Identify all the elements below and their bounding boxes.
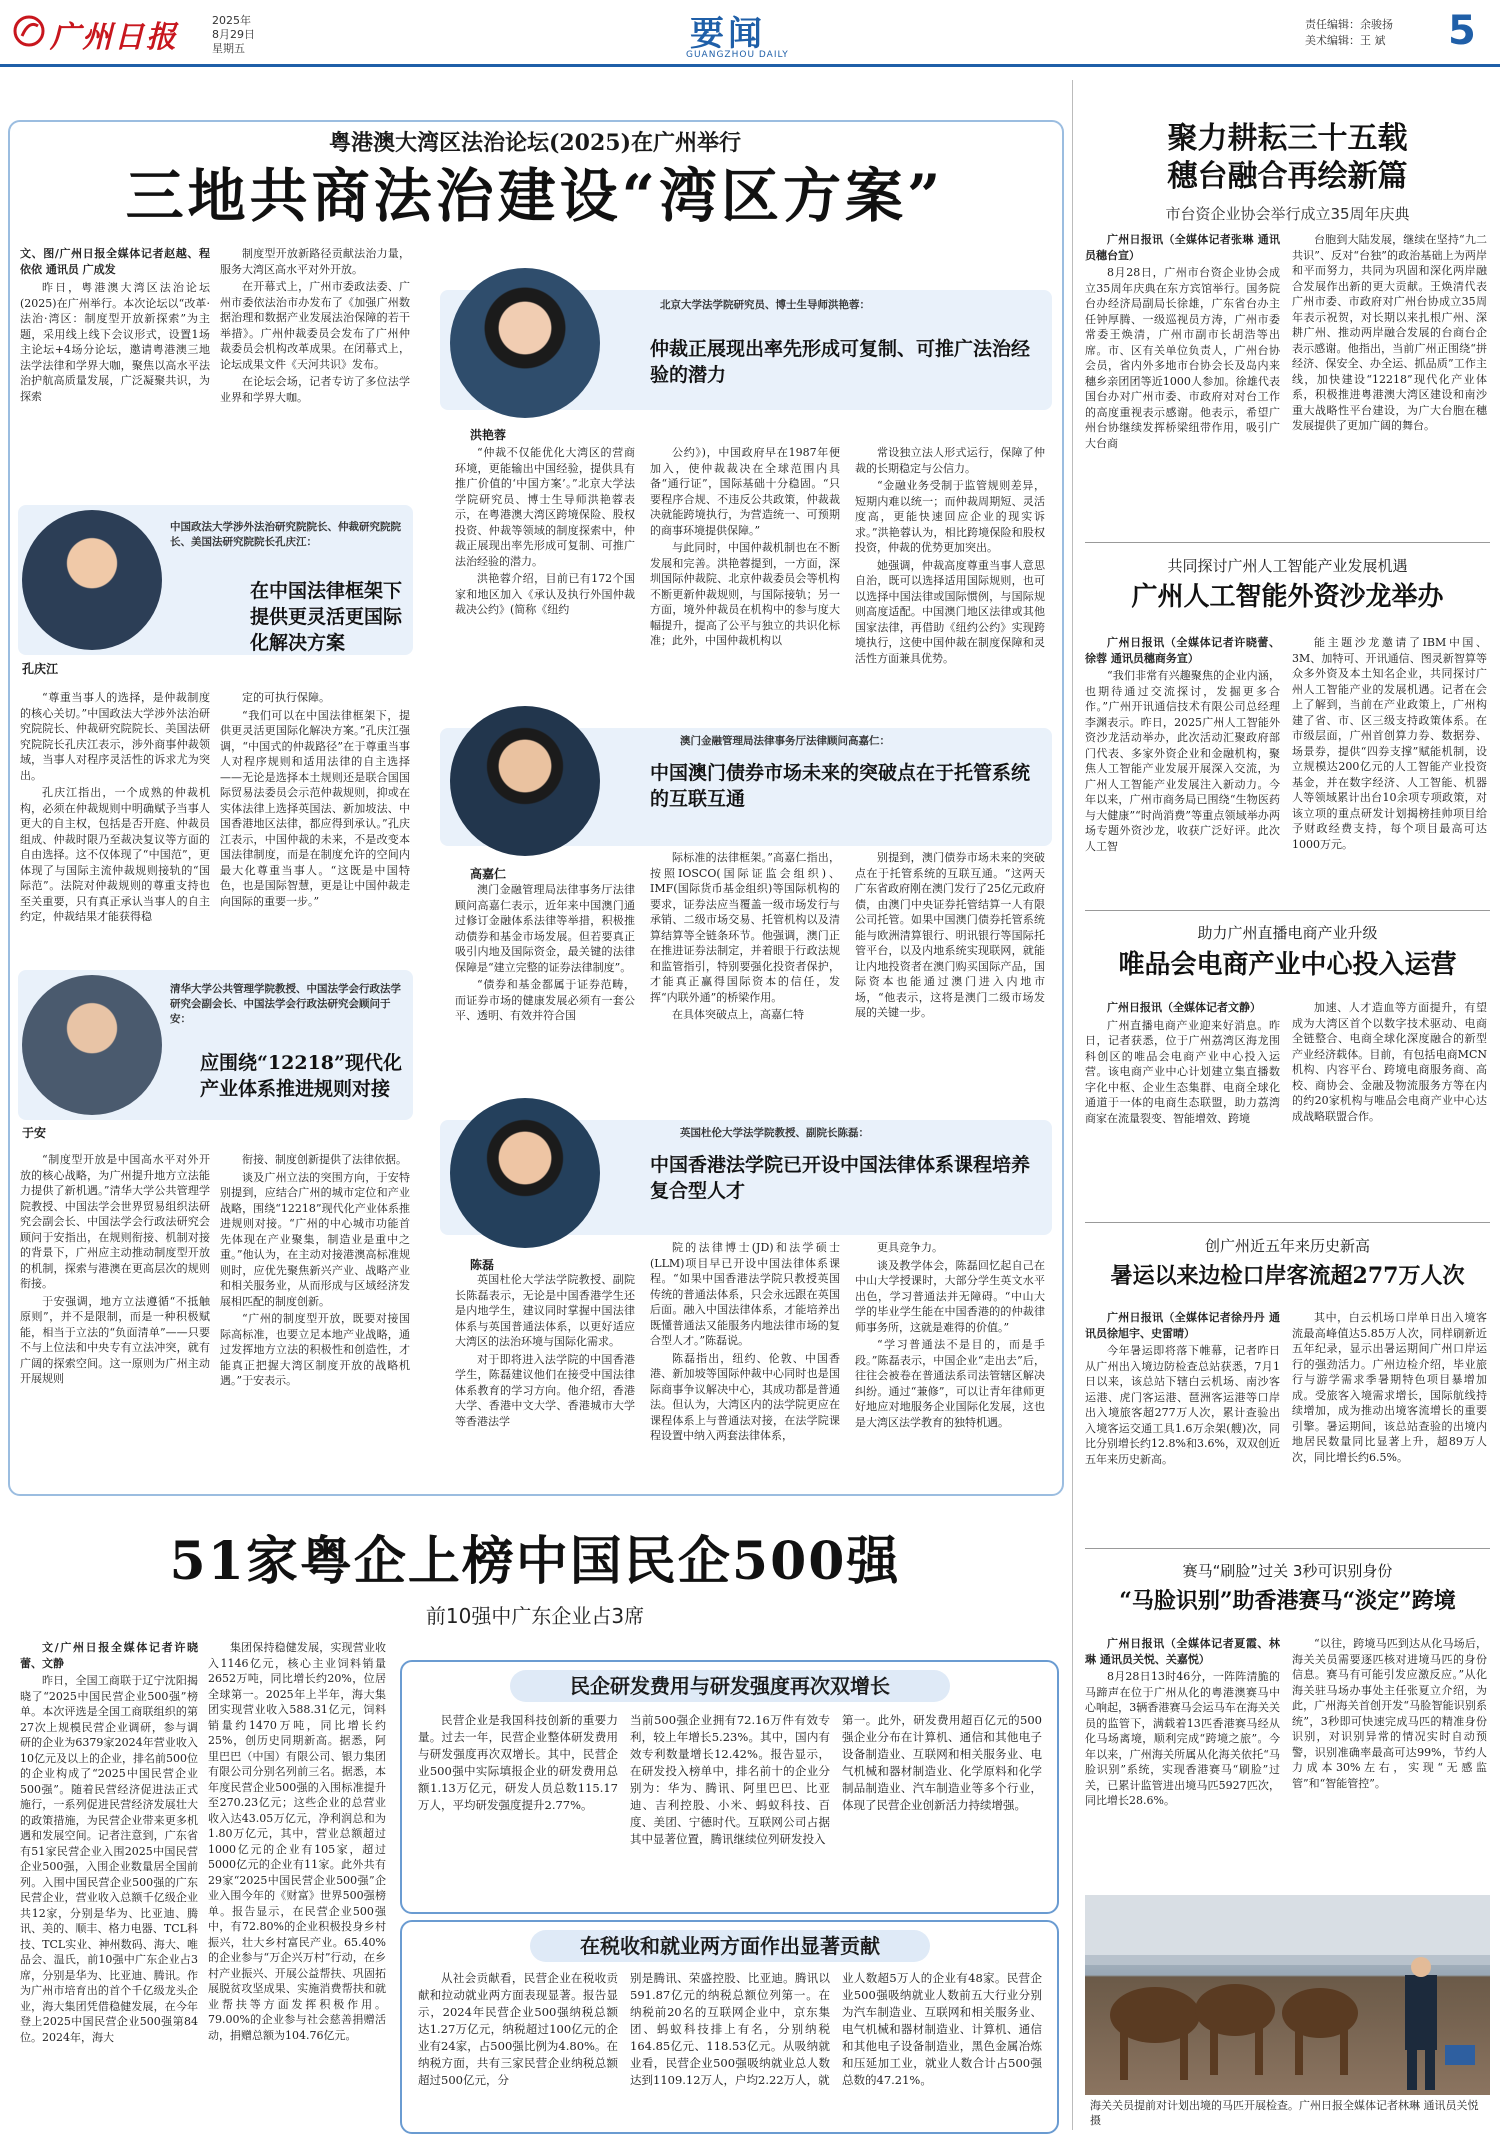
lead-col2 <box>220 246 410 481</box>
interview-p: 常设独立法人形式运行，保障了仲裁的长期稳定与公信力。 <box>855 446 1045 475</box>
portrait-name: 孔庆江 <box>22 662 59 676</box>
portrait-name: 洪艳蓉 <box>470 428 507 442</box>
horse-photo <box>1085 1895 1490 2095</box>
portrait-hong <box>450 268 600 418</box>
right-col <box>1292 1000 1487 1215</box>
right-divider <box>1085 1548 1490 1549</box>
interview-p: 于安强调，地方立法遵循“不抵触原则”，并不是限制，而是一种积极赋能，相当于立法的“负面清单”——只要不与上位法和中央专有立法冲突，就有广阔的探索空间。这一原则为广州主动开展规则 <box>20 1294 210 1385</box>
interview-col <box>855 850 1045 1107</box>
box-col <box>418 1970 618 2125</box>
box-col <box>418 1712 618 1902</box>
logo-text: 广州日报 <box>50 20 178 55</box>
interview-p: 澳门金融管理局法律事务厅法律顾问高嘉仁表示，近年来中国澳门通过修订金融体系法律等举措，积极推动债券和基金市场发展。但若要真正吸引内地及国际资金，最关键的法律保障是“建立完整的证券法律制度”。 <box>455 883 635 974</box>
right-byline: 广州日报讯（全媒体记者夏霞、林琳 通讯员关悦、关嘉悦） <box>1085 1637 1280 1666</box>
interview-p: 衔接、制度创新提供了法律依据。 <box>242 1153 407 1166</box>
logo-icon <box>12 14 46 48</box>
interview-col <box>650 445 840 695</box>
portrait-name: 于安 <box>22 1126 47 1140</box>
lead-col2-p: 在开幕式上，广州市委政法委、广州市委依法治市办发布了《加强广州数据治理和数据产业发展法治保障的若干举措》。广州仲裁委员会发布了广州仲裁委员会机构改革成果。在闭幕式上，论坛成果文件《天河共识》发布。 <box>220 280 410 371</box>
interview-col <box>650 1240 840 1482</box>
right-divider <box>1085 910 1490 911</box>
masthead-rule <box>0 64 1500 67</box>
interview-p: 对于即将进入法学院的中国香港学生，陈磊建议他们在接受中国法律体系教育的学习方向。他介绍，香港大学、香港中文大学、香港城市大学等香港法学 <box>455 1352 635 1428</box>
right-col <box>1085 1310 1280 1540</box>
right-kicker: 共同探讨广州人工智能产业发展机遇 <box>1167 557 1408 575</box>
right-col <box>1085 635 1280 900</box>
lead-col2-p: 在论坛会场，记者专访了多位法学业界和学界大咖。 <box>220 375 410 404</box>
lead-headline: 三地共商法治建设“湾区方案” <box>125 162 945 230</box>
section-en: GUANGZHOU DAILY <box>686 50 789 60</box>
interview-p: 谈及教学体会，陈磊回忆起自己在中山大学授课时，大部分学生英文水平出色，学习普通法并无障碍。“中山大学的毕业学生能在中国香港的的仲裁律师事务所，这就是难得的价值。” <box>855 1258 1045 1334</box>
right-p: 加速、人才造血等方面提升，有望成为大湾区首个以数字技术驱动、电商全链整合、电商全球化深度融合的新型产业经济载体。目前，有包括电商MCN机构、内容平台、跨境电商服务商、高校、商协会、金融及物流服务方等在内的约20家机构与唯品会电商产业中心达成战略联盟合作。 <box>1292 1001 1487 1123</box>
interview-col <box>855 445 1045 695</box>
right-kicker: 创广州近五年来历史新高 <box>1204 1237 1370 1255</box>
lead-col1 <box>20 280 210 480</box>
interview-p: “金融业务受制于监管规则差异，短期内难以统一；而仲裁周期短、灵活度高，更能快速回应企业的现实诉求。”洪艳蓉认为，相比跨境保险和股权投资，仲裁的优势更加突出。 <box>855 479 1045 554</box>
right-column-rule <box>1072 80 1073 2130</box>
right-col <box>1292 635 1487 900</box>
bottom-col <box>20 1640 198 2135</box>
interview-org: 清华大学公共管理学院教授、中国法学会行政法学研究会副会长、中国法学会行政法研究会顾问于安： <box>170 983 401 1025</box>
right-story-sub: 市台资企业协会举行成立35周年庆典 <box>1165 205 1410 223</box>
interview-p: 谈及广州立法的突围方向，于安特别提到，应结合广州的城市定位和产业战略，围绕“12218”现代化产业体系推进规则对接。“广州的中心城市功能首先体现在产业聚集，制造业是重中之重。”他认为，在主动对接港澳高标准规则时，应优先聚焦新兴产业、战略产业和相关服务业，从而形成与区域经济发展相匹配的制度创新。 <box>220 1170 410 1308</box>
right-p: 能主题沙龙邀请了IBM中国、3M、加特可、开讯通信、图灵新智算等众多外资及本土知名企业，共同探讨广州人工智能产业的发展机遇。记者在会上了解到，当前在产业政策上，广州构建了省、市、区三级支持政策体系。在市级层面，广州首创算力券、数据券、场景券，提供“四券支撑”赋能机制，设立规模达200亿元的人工智能产业投资基金，并在数字经济、人工智能、机器人等领域累计出台10余项专项政策，对该立项的重点研发计划揭榜挂帅项目给予财政经费支持，每个项目最高可达1000万元。 <box>1292 636 1487 851</box>
lead-byline: 文、图/广州日报全媒体记者赵越、程依依 通讯员 广成发 <box>20 247 210 276</box>
interview-p: 与此同时，中国仲裁机制也在不断发展和完善。洪艳蓉提到，一方面，深圳国际仲裁院、北京仲裁委员会等机构不断更新仲裁规则，与国际接轨；另一方面，境外仲裁员在机构中的参与度大幅提升，提高了公平与独立的共识化标准；此外，中国仲裁机构以 <box>650 541 840 647</box>
interview-p: 别提到，澳门债券市场未来的突破点在于托管系统的互联互通。“这两天广东省政府刚在澳门发行了25亿元政府债，由澳门中央证券托管结算一人有限公司托管。如果中国澳门债券托管系统能与欧洲清算银行、明讯银行等国际托管平台，以及内地系统实现联网，就能让内地投资者在澳门购买国际产品，国际资本也能通过澳门进入内地市场，“他表示，这将是澳门二级市场发展的关键一步。 <box>855 851 1045 1019</box>
interview-org: 澳门金融管理局法律事务厅法律顾问高嘉仁： <box>680 735 890 747</box>
right-divider <box>1085 1222 1490 1223</box>
right-col <box>1085 1636 1280 1886</box>
right-story-title: 聚力耕耘三十五载 <box>1167 121 1408 156</box>
right-story-title: 穗台融合再绘新篇 <box>1167 159 1408 194</box>
interview-p: 陈磊指出，纽约、伦敦、中国香港、新加坡等国际仲裁中心同时也是国际商事争议解决中心，其成功都是普通法。但认为，大湾区内的法学院更应在课程体系上与普通法对接，在法学院课程设置中纳入两套法律体系， <box>650 1351 840 1442</box>
box-p: 业人数超5万人的企业有48家。民营企业500强吸纳就业人数前五大行业分别为汽车制造业、互联网和相关服务业、电气机械和器材制造业、计算机、通信和其他电子设备制造业，黑色金属冶炼和压延加工业，就业人数合计占500强总数的47.21%。 <box>842 1971 1042 2087</box>
lead-col1-p: 昨日，粤港澳大湾区法治论坛(2025)在广州举行。本次论坛以“改革·法治·湾区：制度型开放新探索”为主题，采用线上线下会议形式，设置1场主论坛+4场分论坛，邀请粤港澳三地法学法律和学界大咖，聚焦以高水平法治护航高质量发展，广泛凝聚共识，为探索 <box>20 281 210 403</box>
interview-col <box>20 690 210 955</box>
interview-p: “广州的制度型开放，既要对接国际高标准，也要立足本地产业战略，通过发挥地方立法的积极性和创造性，才能真正把握大湾区制度开放的战略机遇。”于安表示。 <box>220 1312 410 1387</box>
interview-org: 英国杜伦大学法学院教授、副院长陈磊： <box>680 1127 869 1139</box>
interview-p: 公约》)，中国政府早在1987年便加入，使仲裁裁决在全球范围内具备“通行证”，国际基础十分稳固。“只要程序合规、不违反公共政策，仲裁裁决就能跨境执行，为营造统一、可预期的商事环境提供保障。” <box>650 446 840 537</box>
interview-p: “制度型开放是中国高水平对外开放的核心战略，为广州提升地方立法能力提供了新机遇。”清华大学公共管理学院教授、中国法学会世界贸易组织法研究会副会长、中国法学会行政法研究会顾问于安指出，在规则衔接、机制对接的背景下，广州应主动推动制度型开放的机制，探索与港澳在更高层次的规则衔接。 <box>20 1153 210 1290</box>
portrait-name: 高嘉仁 <box>470 867 507 881</box>
bottom-col <box>208 1640 386 2135</box>
right-byline: 广州日报讯（全媒体记者许晓蕾、徐蓉 通讯员穗商务宣） <box>1085 636 1280 665</box>
box-p: 当前500强企业拥有72.16万件有效专利，较上年增长5.23%。其中，国内有效专利数量增长12.42%。报告显示，在研发投入榜单中，排名前十的企业分别为：华为、腾讯、阿里巴巴、比亚迪、吉利控股、小米、蚂蚁科技、百度、美团、宁德时代。互联网公司占据其中显著位置，腾讯继续位列研发投入 <box>630 1713 830 1846</box>
interview-col <box>455 1272 635 1482</box>
interview-p: 在具体突破点上，高嘉仁特 <box>672 1008 804 1021</box>
interview-title: 中国澳门债券市场未来的突破点在于托管系统的互联互通 <box>650 762 1031 810</box>
editor-1: 责任编辑：余骏扬 <box>1305 18 1393 31</box>
interview-title: 应围绕“12218”现代化产业体系推进规则对接 <box>200 1052 402 1100</box>
box-col <box>630 1712 830 1902</box>
right-byline: 广州日报讯（全媒体记者文静） <box>1107 1001 1261 1014</box>
bottom-p: 集团保持稳健发展，实现营业收入1146亿元，核心主业饲料销量2652万吨，同比增长约20%，位居全球第一。2025年上半年，海大集团实现营业收入588.31亿元，饲料销量约1470万吨，同比增长约25%，创历史同期新高。据悉，阿里巴巴（中国）有限公司、银力集团有限公司分别名列前三名。据悉，本年度民营企业500强的入围标准提升至270.23亿元；这些企业的总营业收入达43.05万亿元，净利润总和为1.80万亿元，其中，营业总额超过1000亿元的企业有105家，超过5000亿元的企业有11家。此外共有29家“2025中国民营企业500强”企业入围今年的《财富》世界500强榜单。报告显示，在民营企业500强中，有72.80%的企业积极投身乡村振兴，壮大乡村富民产业。65.40%的企业参与“万企兴万村”行动，在乡村产业振兴、开展公益帮扶、巩固拓展脱贫攻坚成果、实施消费帮扶和就业帮扶等方面发挥积极作用。79.00%的企业参与社会慈善捐赠活动，捐赠总额为104.76亿元。 <box>208 1641 386 2042</box>
right-p: 8月28日，广州市台资企业协会成立35周年庆典在东方宾馆举行。国务院台办经济局副局长徐雄，广东省台办主任钟厚腾、一级巡视员方涛，广州市委常委王焕清，广州市副市长胡浩等出席。市、区有关单位负责人，广州台协会员，省内外多地市台协会长及岛内来穗乡亲团团等近1000人参加。徐雄代表国台办对广州市委、市政府对对台工作的高度重视表示感谢。他表示，希望广州台协继续发挥桥梁纽带作用，吸引广大台商 <box>1085 266 1280 450</box>
portrait-name: 陈磊 <box>470 1258 495 1272</box>
interview-col <box>855 1240 1045 1482</box>
right-kicker: 助力广州直播电商产业升级 <box>1197 924 1378 942</box>
interview-col <box>455 445 635 695</box>
right-story-title: 唯品会电商产业中心投入运营 <box>1118 950 1457 980</box>
interview-p: “债券和基金都属于证券范畴，而证券市场的健康发展必须有一套公平、透明、有效并符合国 <box>455 978 635 1022</box>
interview-p: 院的法律博士(JD)和法学硕士(LLM)项目早已开设中国法律体系课程。“如果中国香港法学院只教授英国传统的普通法体系，只会永远跟在英国后面。融入中国法律体系，才能培养出既懂普通法又能服务内地法律市场的复合型人才。”陈磊说。 <box>650 1241 840 1347</box>
interview-title: 仲裁正展现出率先形成可复制、可推广法治经验的潜力 <box>650 338 1031 386</box>
interview-p: 际标准的法律框架。”高嘉仁指出，按照IOSCO(国际证监会组织)、IMF(国际货币基金组织)等国际机构的要求，证券法应当覆盖一级市场发行与承销、二级市场交易、托管机构以及清算结算等全链条环节。他强调，澳门正在推进证券法制定，并着眼于行政法规和监管指引，特别要强化投资者保护，才能真正赢得国际资本的信任，发挥“内联外通”的桥梁作用。 <box>650 851 840 1004</box>
right-kicker: 赛马“刷脸”过关 3秒可识别身份 <box>1182 1562 1393 1580</box>
box-col <box>842 1712 1042 1902</box>
interview-p: “仲裁不仅能优化大湾区的营商环境，更能输出中国经验，提供具有推广价值的‘中国方案’。”北京大学法学院研究员、博士生导师洪艳蓉表示，在粤港澳大湾区跨境保险、股权投资、仲裁等领域的制度探索中，仲裁正展现出率先形成可复制、可推广法治经验的潜力。 <box>455 446 635 568</box>
interview-p: 她强调，仲裁高度尊重当事人意思自治，既可以选择适用国际规则，也可以选择中国法律或国际惯例，与国际规则高度适配。中国澳门地区法律或其他国家法律，再借助《纽约公约》实现跨境执行，这使中国仲裁在制度保障和灵活性方面兼具优势。 <box>855 558 1045 665</box>
interview-p: 更具竞争力。 <box>877 1241 943 1254</box>
interview-p: 英国杜伦大学法学院教授、副院长陈磊表示，无论是中国香港学生还是内地学生，建议同时掌握中国法律体系与英国普通法体系，以更好适应大湾区的法治环境与国际化需求。 <box>455 1273 635 1348</box>
portrait-kong <box>22 510 162 650</box>
interview-p: “我们可以在中国法律框架下，提供更灵活更国际化解决方案。”孔庆江强调，“中国式的仲裁路径”在于尊重当事人对程序规则和适用法律的自主选择——无论是选择本土规则还是联合国国际贸易法委员会示范仲裁规则，抑或在实体法律上选择英国法、新加坡法、中国香港地区法律，都应得到承认。”孔庆江表示，中国仲裁的未来，不是改变本国法律制度，而是在制度允许的空间内最大化尊重当事人。“这既是中国特色，也是国际智慧，更是让中国仲裁走向国际的重要一步。” <box>220 708 410 908</box>
right-p: 今年暑运即将落下帷幕，记者昨日从广州出入境边防检查总站获悉，7月1日以来，该总站下辖白云机场、南沙客运港、虎门客运港、琶洲客运港等口岸出入境旅客超277万人次，累计查验出入境客运交通工具1.6万余架(艘)次，同比分别增长约12.8%和3.6%，双双创近五年来历史新高。 <box>1085 1344 1280 1466</box>
portrait-chen <box>450 1098 600 1248</box>
bottom-sub: 前10强中广东企业占3席 <box>425 1604 645 1628</box>
date-day: 8月29日 <box>212 28 255 41</box>
box-heading: 在税收和就业两方面作出显著贡献 <box>530 1930 930 1962</box>
interview-org: 中国政法大学涉外法治研究院院长、仲裁研究院院长、美国法研究院院长孔庆江： <box>170 521 401 548</box>
masthead <box>0 0 1500 66</box>
box-col <box>630 1970 830 2125</box>
box-p: 从社会贡献看，民营企业在税收贡献和拉动就业两方面表现显著。报告显示，2024年民营企业500强纳税总额达1.27万亿元，纳税超过100亿元的企业有24家，占500强比例为4.80%。在纳税方面，共有三家民营企业纳税总额超过500亿元，分 <box>418 1971 618 2087</box>
right-col <box>1292 232 1487 532</box>
right-divider <box>1085 542 1490 543</box>
interview-col <box>455 882 635 1107</box>
interview-p: 孔庆江指出，一个成熟的仲裁机构，必须在仲裁规则中明确赋予当事人更大的自主权，包括是否开庭、仲裁员组成、仲裁时限乃至裁决复议等方面的自由选择。这不仅体现了“中国范”，更体现了与国际主流仲裁规则接轨的“国际范”。法院对仲裁规则的尊重支持也至关重要，只有真正承认当事人的自主约定，仲裁结果才能获得稳 <box>20 786 210 923</box>
interview-p: “学习普通法不是目的，而是手段。”陈磊表示，中国企业“走出去”后，往往会被卷在普通法系司法管辖区解决纠纷。通过“兼修”，可以让青年律师更好地应对地服务企业国际化发展，这也是大湾区法学教育的独特机遇。 <box>855 1338 1045 1429</box>
page-number: 5 <box>1448 8 1476 54</box>
portrait-yu <box>22 975 162 1115</box>
interview-p: 定的可执行保障。 <box>242 691 330 704</box>
interview-col <box>20 1152 210 1482</box>
right-col <box>1085 1000 1280 1215</box>
right-p: 台胞到大陆发展，继续在坚持“九二共识”、反对“台独”的政治基础上为两岸和平而努力，共同为巩固和深化两岸融合发展作出新的更大贡献。王焕清代表广州市委、市政府对广州台协成立35周年表示祝贺，对长期以来扎根广州、深耕广州、推动两岸融合发展的台商台企表示感谢。他指出，当前广州正围绕“拼经济、保安全、办全运、抓品质”工作主线，加快建设“12218”现代化产业体系，积极推进粤港澳大湾区建设和南沙重大战略性平台建设，为广大台胞在穗发展提供了更加广阔的舞台。 <box>1292 233 1487 432</box>
box-col <box>842 1970 1042 2125</box>
lead-kicker: 粤港澳大湾区法治论坛(2025)在广州举行 <box>328 130 742 156</box>
box-heading: 民企研发费用与研发强度再次双增长 <box>510 1670 950 1702</box>
portrait-gao <box>450 706 600 856</box>
right-p: “我们非常有兴趣聚焦的企业内涵，也期待通过交流探讨，发掘更多合作。”广州开讯通信技术有限公司总经理李渊表示。昨日，2025广州人工智能外资沙龙活动举办，此次活动汇聚政府部门代表、多家外资企业和金融机构，聚焦人工智能产业发展开展深入交流，为广州人工智能产业发展注入新动力。今年以来，广州市商务局已围绕“生物医药与大健康”“时尚消费”等重点领域举办两场专题外资沙龙，收获广泛好评。此次人工智 <box>1085 669 1280 853</box>
right-p: 其中，白云机场口岸单日出入境客流最高峰值达5.85万人次，同样刷新近五年纪录，显示出暑运期间广州口岸运行的强劲活力。广州边检介绍，毕业旅行与游学需求季暑期特色项目暴增加成。受旅客入境需求增长，国际航线持续增加，成为推动出境客流增长的重要引擎。暑运期间，该总站查验的出境内地居民数量同比显著上升，超89万人次，同比增长约6.5%。 <box>1292 1311 1487 1464</box>
lead-col2-p: 制度型开放新路径贡献法治力量，服务大湾区高水平对外开放。 <box>220 247 410 276</box>
interview-col <box>220 690 410 955</box>
interview-org: 北京大学法学院研究员、博士生导师洪艳蓉： <box>660 299 870 311</box>
bottom-headline: 51家粤企上榜中国民企500强 <box>169 1531 901 1592</box>
box-p: 第一。此外，研发费用超百亿元的500强企业分布在计算机、通信和其他电子设备制造业、互联网和相关服务业、电气机械和器材制造业、化学原料和化学制品制造业、汽车制造业等多个行业，体现了民营企业创新活力持续增强。 <box>842 1713 1042 1812</box>
date-year: 2025年 <box>212 14 251 27</box>
right-p: 广州直播电商产业迎来好消息。昨日，记者获悉，位于广州荔湾区海龙围科创区的唯品会电商产业中心投入运营。该电商产业中心计划建立集直播数字化中枢、企业生态集群、电商全球化通道于一体的电商生态联盟，助力荔湾商家在流量裂变、智能增效、跨境 <box>1085 1018 1280 1125</box>
right-story-title: 广州人工智能外资沙龙举办 <box>1131 582 1444 612</box>
right-p: 8月28日13时46分，一阵阵清脆的马蹄声在位于广州从化的粤港澳赛马中心响起，3辆香港赛马会运马车在海关关员的监管下，满载着13匹香港赛马经从化马场离境，顺利完成“跨境之旅”。今年以来，广州海关所属从化海关依托“马脸识别”系统，实现香港赛马“刷脸”过关，已累计监管进出境马匹5927匹次，同比增长28.6%。 <box>1085 1670 1280 1807</box>
right-story-title: “马脸识别”助香港赛马“淡定”跨境 <box>1119 1588 1456 1614</box>
editor-2: 美术编辑：王 斌 <box>1305 34 1386 47</box>
interview-p: “尊重当事人的选择，是仲裁制度的核心关切。”中国政法大学涉外法治研究院院长、仲裁研究院院长、美国法研究院院长孔庆江表示，涉外商事仲裁领域，当事人对程序灵活性的诉求尤为突出。 <box>20 691 210 782</box>
interview-col <box>650 850 840 1107</box>
interview-title: 中国香港法学院已开设中国法律体系课程培养复合型人才 <box>650 1154 1031 1202</box>
box-p: 民营企业是我国科技创新的重要力量。过去一年，民营企业整体研发费用与研发强度再次双增长。其中，民营企业500强中实际填报企业的研发费用总额1.13万亿元，研发人员总数115.17万人，平均研发强度提升2.77%。 <box>418 1713 618 1812</box>
right-p: “以往，跨境马匹到达从化马场后，海关关员需要逐匹核对进境马匹的身份信息。赛马有可能引发应激反应。”从化海关驻马场办事处主任张夏立介绍，为此，广州海关首创开发“马脸智能识别系统”，3秒即可快速完成马匹的精准身份识别，对识别异常的情况实时自动预警，识别准确率最高可达99%，节约人力成本30%左右，实现“无感监管”和“智能管控”。 <box>1292 1637 1487 1790</box>
interview-col <box>220 1152 410 1482</box>
interview-title: 在中国法律框架下提供更灵活更国际化解决方案 <box>250 580 403 654</box>
right-byline: 广州日报讯（全媒体记者徐丹丹 通讯员徐旭宇、史雷晴） <box>1085 1311 1280 1340</box>
right-col <box>1292 1636 1487 1886</box>
interview-p: 洪艳蓉介绍，目前已有172个国家和地区加入《承认及执行外国仲裁裁决公约》(简称《纽约 <box>455 572 635 616</box>
right-byline: 广州日报讯（全媒体记者张琳 通讯员穗台宣） <box>1085 233 1280 262</box>
section-title: 要闻 <box>690 14 766 54</box>
photo-caption: 海关关员提前对计划出境的马匹开展检查。广州日报全媒体记者林琳 通讯员关悦 摄 <box>1090 2099 1479 2127</box>
bottom-p: 昨日，全国工商联于辽宁沈阳揭晓了“2025中国民营企业500强”榜单。本次评选是全国工商联组织的第27次上规模民营企业调研，参与调研的企业为6379家2024年营业收入10亿元及以上的企业，排名前500位的企业构成了“2025中国民营企业500强”。随着民营经济促进法正式施行，一系列促进民营经济发展壮大的政策措施，为民营企业带来更多机遇和发展空间。记者注意到，广东省有51家民营企业入围2025中国民营企业500强，入围企业数量居全国前列。入围中国民营企业500强的广东民营企业，营业收入总额千亿级企业共12家，分别是华为、比亚迪、腾讯、美的、顺丰、格力电器、TCL科技、TCL实业、神州数码、海大、唯品会、温氏，前10强中广东企业占3席，分别是华为、比亚迪、腾讯。作为广州市培育出的首个千亿级龙头企业，海大集团凭借稳健发展，在今年登上2025中国民营企业500强第84位。2024年，海大 <box>20 1674 198 2044</box>
right-col <box>1292 1310 1487 1540</box>
right-col <box>1085 232 1280 532</box>
box-p: 别是腾讯、荣盛控股、比亚迪。腾讯以591.87亿元的纳税总额位列第一。在纳税前20名的互联网企业中，京东集团、蚂蚁科技排上有名，分别纳税164.85亿元、118.53亿元。从吸纳就业看，民营企业500强吸纳就业总人数达到1109.12万人，户均2.22万人，就 <box>630 1971 830 2087</box>
right-story-title: 暑运以来边检口岸客流超277万人次 <box>1110 1263 1465 1289</box>
date-week: 星期五 <box>212 42 245 55</box>
bottom-byline: 文/广州日报全媒体记者许晓蕾、文静 <box>20 1641 198 1670</box>
